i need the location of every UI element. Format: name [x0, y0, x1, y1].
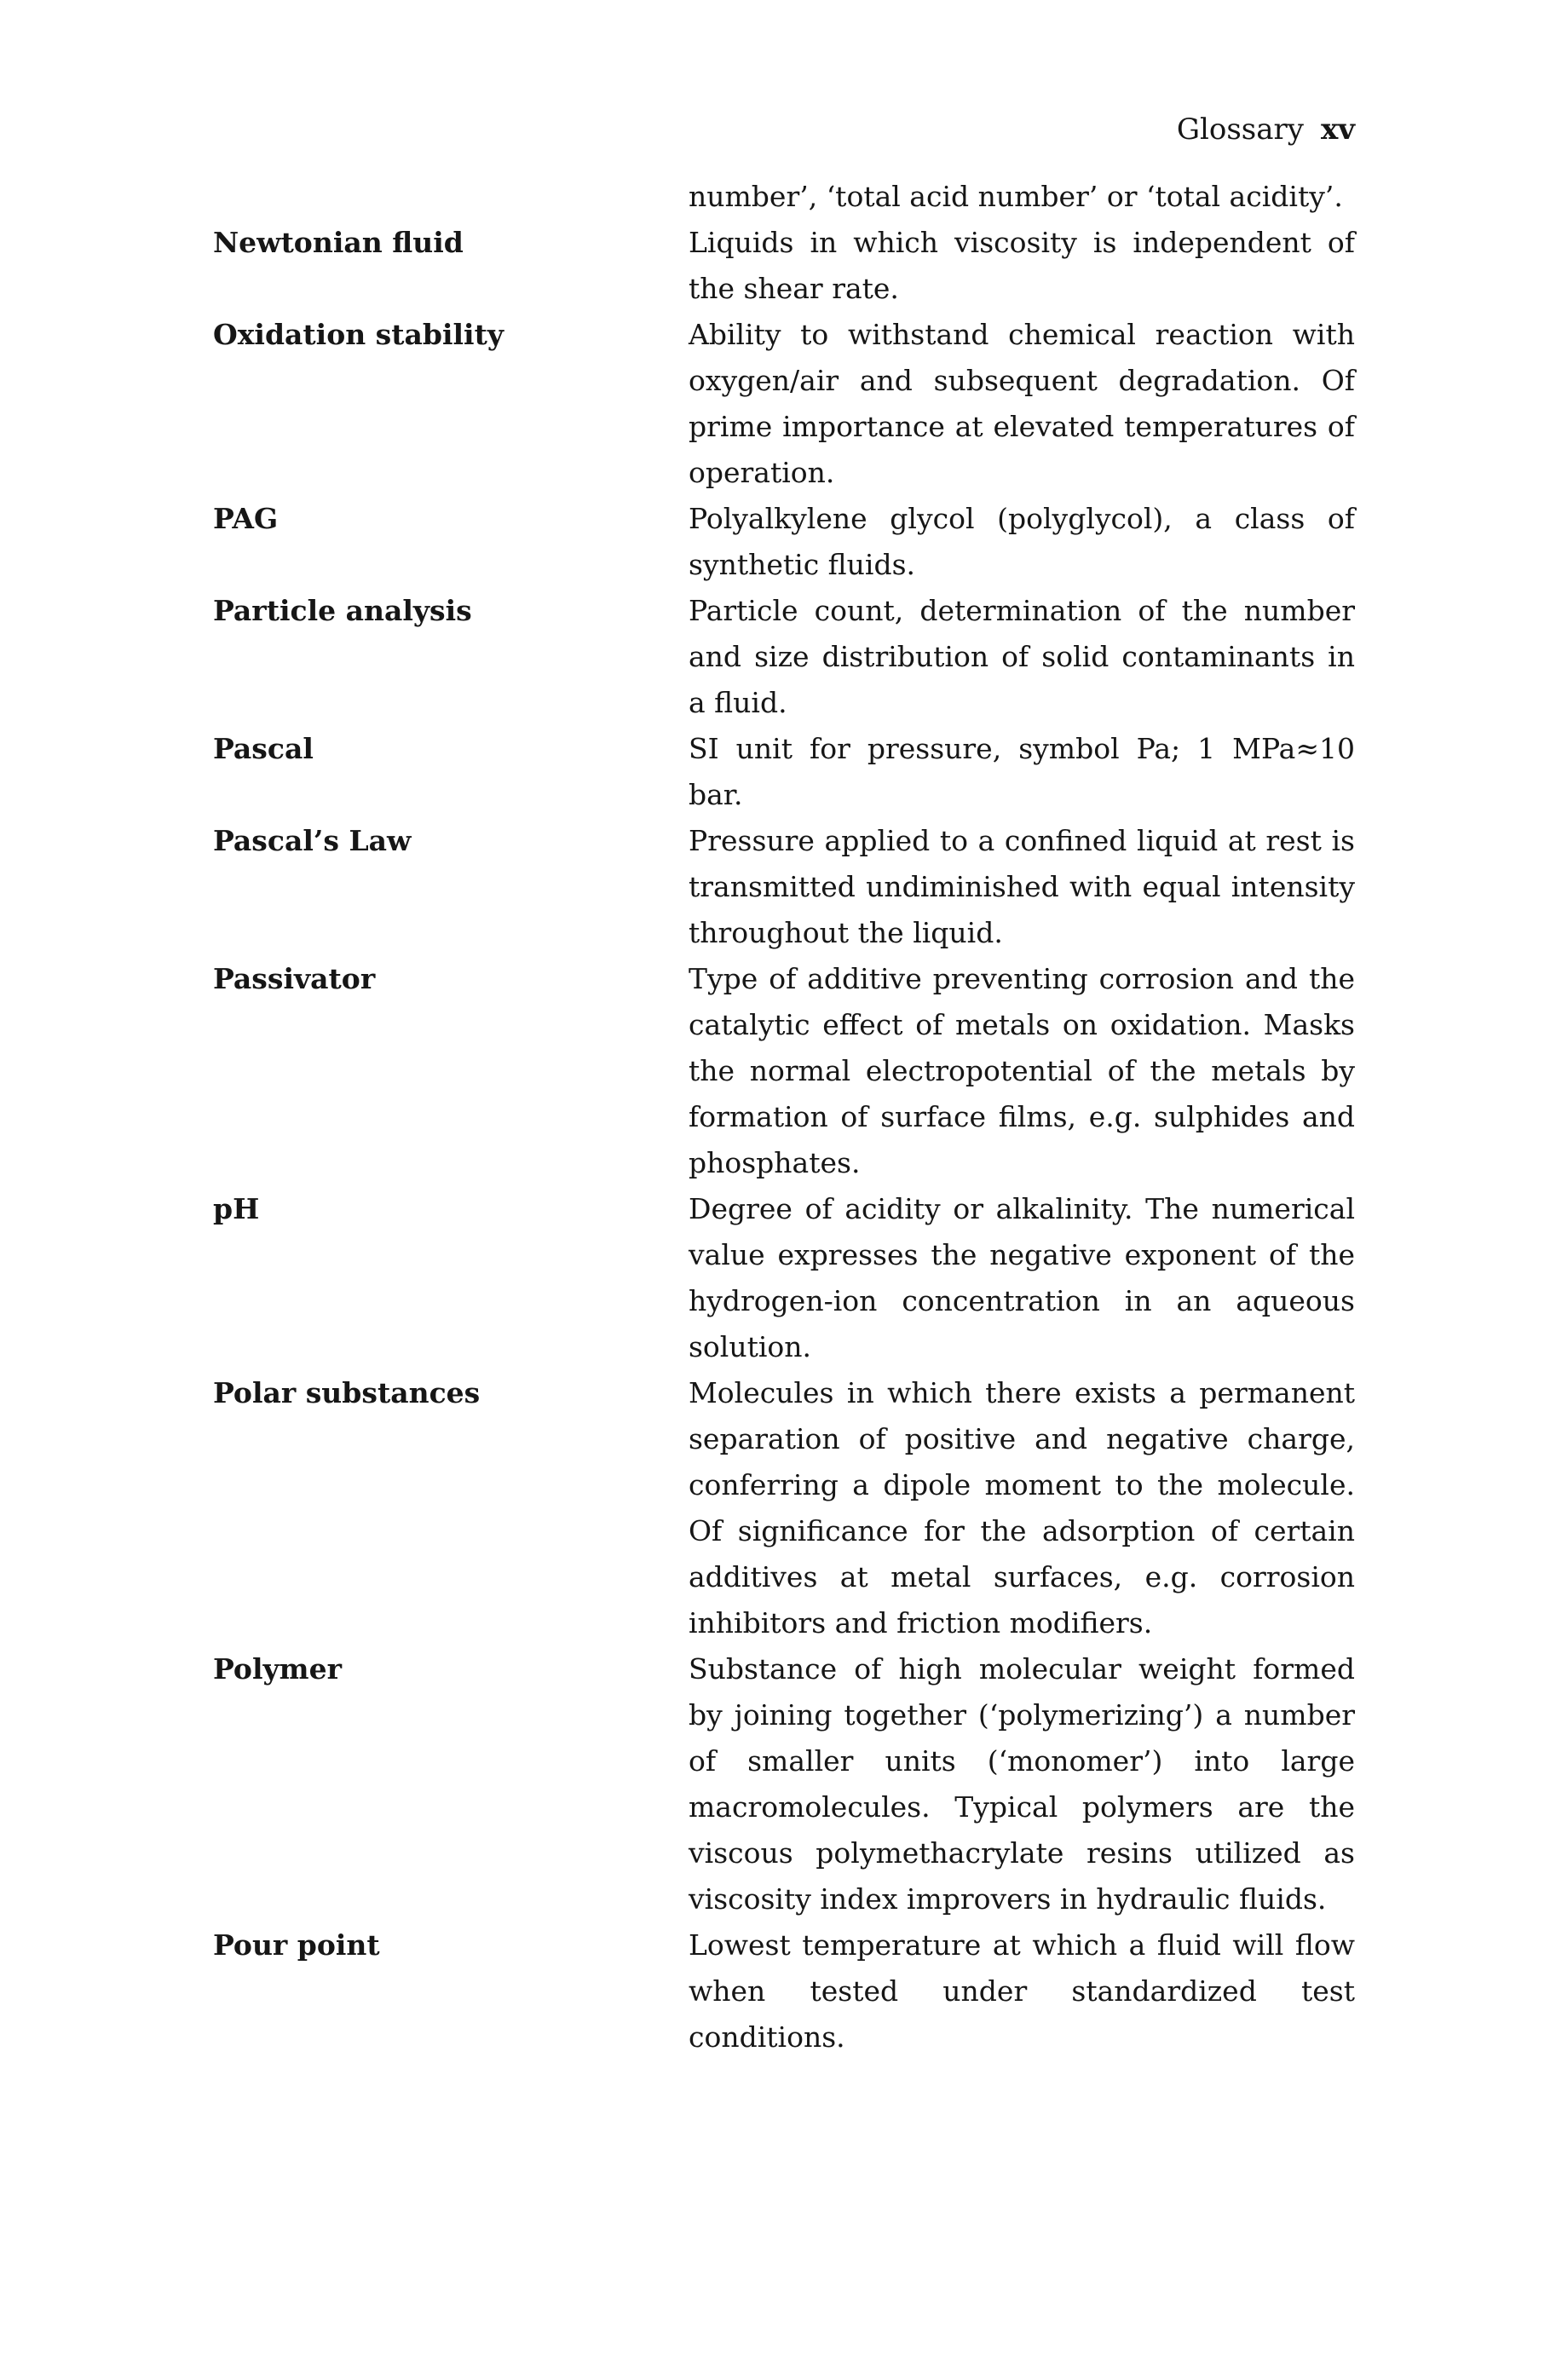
glossary-term: PAG — [213, 502, 279, 535]
glossary-term: Oxidation stability — [213, 318, 504, 351]
glossary-term: Particle analysis — [213, 594, 472, 627]
glossary-entry — [213, 1646, 1355, 1922]
glossary-definition: Polyalkylene glycol (polyglycol), a class of synthetic fluids. — [689, 502, 1355, 581]
glossary-entry — [213, 174, 1355, 220]
glossary-entry — [213, 496, 1355, 588]
running-head-title: Glossary — [1176, 112, 1304, 147]
glossary-term: Pascal’s Law — [213, 824, 412, 857]
glossary-definition: number’, ‘total acid number’ or ‘total acidity’. — [689, 180, 1343, 213]
glossary-entry — [213, 312, 1355, 496]
glossary-entry — [213, 726, 1355, 818]
glossary-definition: Lowest temperature at which a fluid will flow when tested under standardized test conditions. — [689, 1928, 1355, 2054]
glossary-entry — [213, 1186, 1355, 1370]
glossary-term: Polar substances — [213, 1376, 481, 1409]
glossary-definition: Particle count, determination of the number and size distribution of solid contaminants in a fluid. — [689, 594, 1355, 719]
glossary-definition: Liquids in which viscosity is independent of the shear rate. — [689, 226, 1355, 305]
glossary-entries — [213, 174, 1355, 2060]
page-number: xv — [1320, 112, 1355, 147]
glossary-term: Newtonian fluid — [213, 226, 464, 259]
glossary-definition: Ability to withstand chemical reaction with oxygen/air and subsequent degradation. Of prime importance at elevated temperatures of operation. — [689, 318, 1355, 489]
glossary-definition: Degree of acidity or alkalinity. The numerical value expresses the negative exponent of the hydrogen-ion concentration in an aqueous solution. — [689, 1192, 1355, 1363]
glossary-entry — [213, 220, 1355, 312]
glossary-definition: Substance of high molecular weight formed by joining together (‘polymerizing’) a number of smaller units (‘monomer’) into large macromolecules. Typical polymers are the viscous polymethacrylate resins utilized as viscosity index improvers in hydraulic fluids. — [689, 1652, 1355, 1916]
glossary-term: Pour point — [213, 1928, 380, 1962]
glossary-term: Passivator — [213, 962, 376, 995]
glossary-page — [213, 112, 1355, 2060]
glossary-entry — [213, 1370, 1355, 1646]
running-head — [213, 112, 1355, 147]
glossary-entry — [213, 818, 1355, 956]
glossary-entry — [213, 588, 1355, 726]
glossary-entry — [213, 956, 1355, 1186]
glossary-entry — [213, 1922, 1355, 2060]
glossary-definition: Pressure applied to a confined liquid at rest is transmitted undiminished with equal intensity throughout the liquid. — [689, 824, 1355, 949]
glossary-term: pH — [213, 1192, 260, 1225]
glossary-term: Polymer — [213, 1652, 342, 1686]
glossary-term: Pascal — [213, 732, 314, 765]
glossary-definition: Molecules in which there exists a permanent separation of positive and negative charge, conferring a dipole moment to the molecule. Of significance for the adsorption of certain additives at metal surfaces, e.g. corrosion inhibitors and friction modifiers. — [689, 1376, 1355, 1639]
glossary-definition: Type of additive preventing corrosion and the catalytic effect of metals on oxidation. Masks the normal electropotential of the metals by formation of surface films, e.g. sulphides and phosphates. — [689, 962, 1355, 1179]
glossary-definition: SI unit for pressure, symbol Pa; 1 MPa≈10 bar. — [689, 732, 1355, 811]
